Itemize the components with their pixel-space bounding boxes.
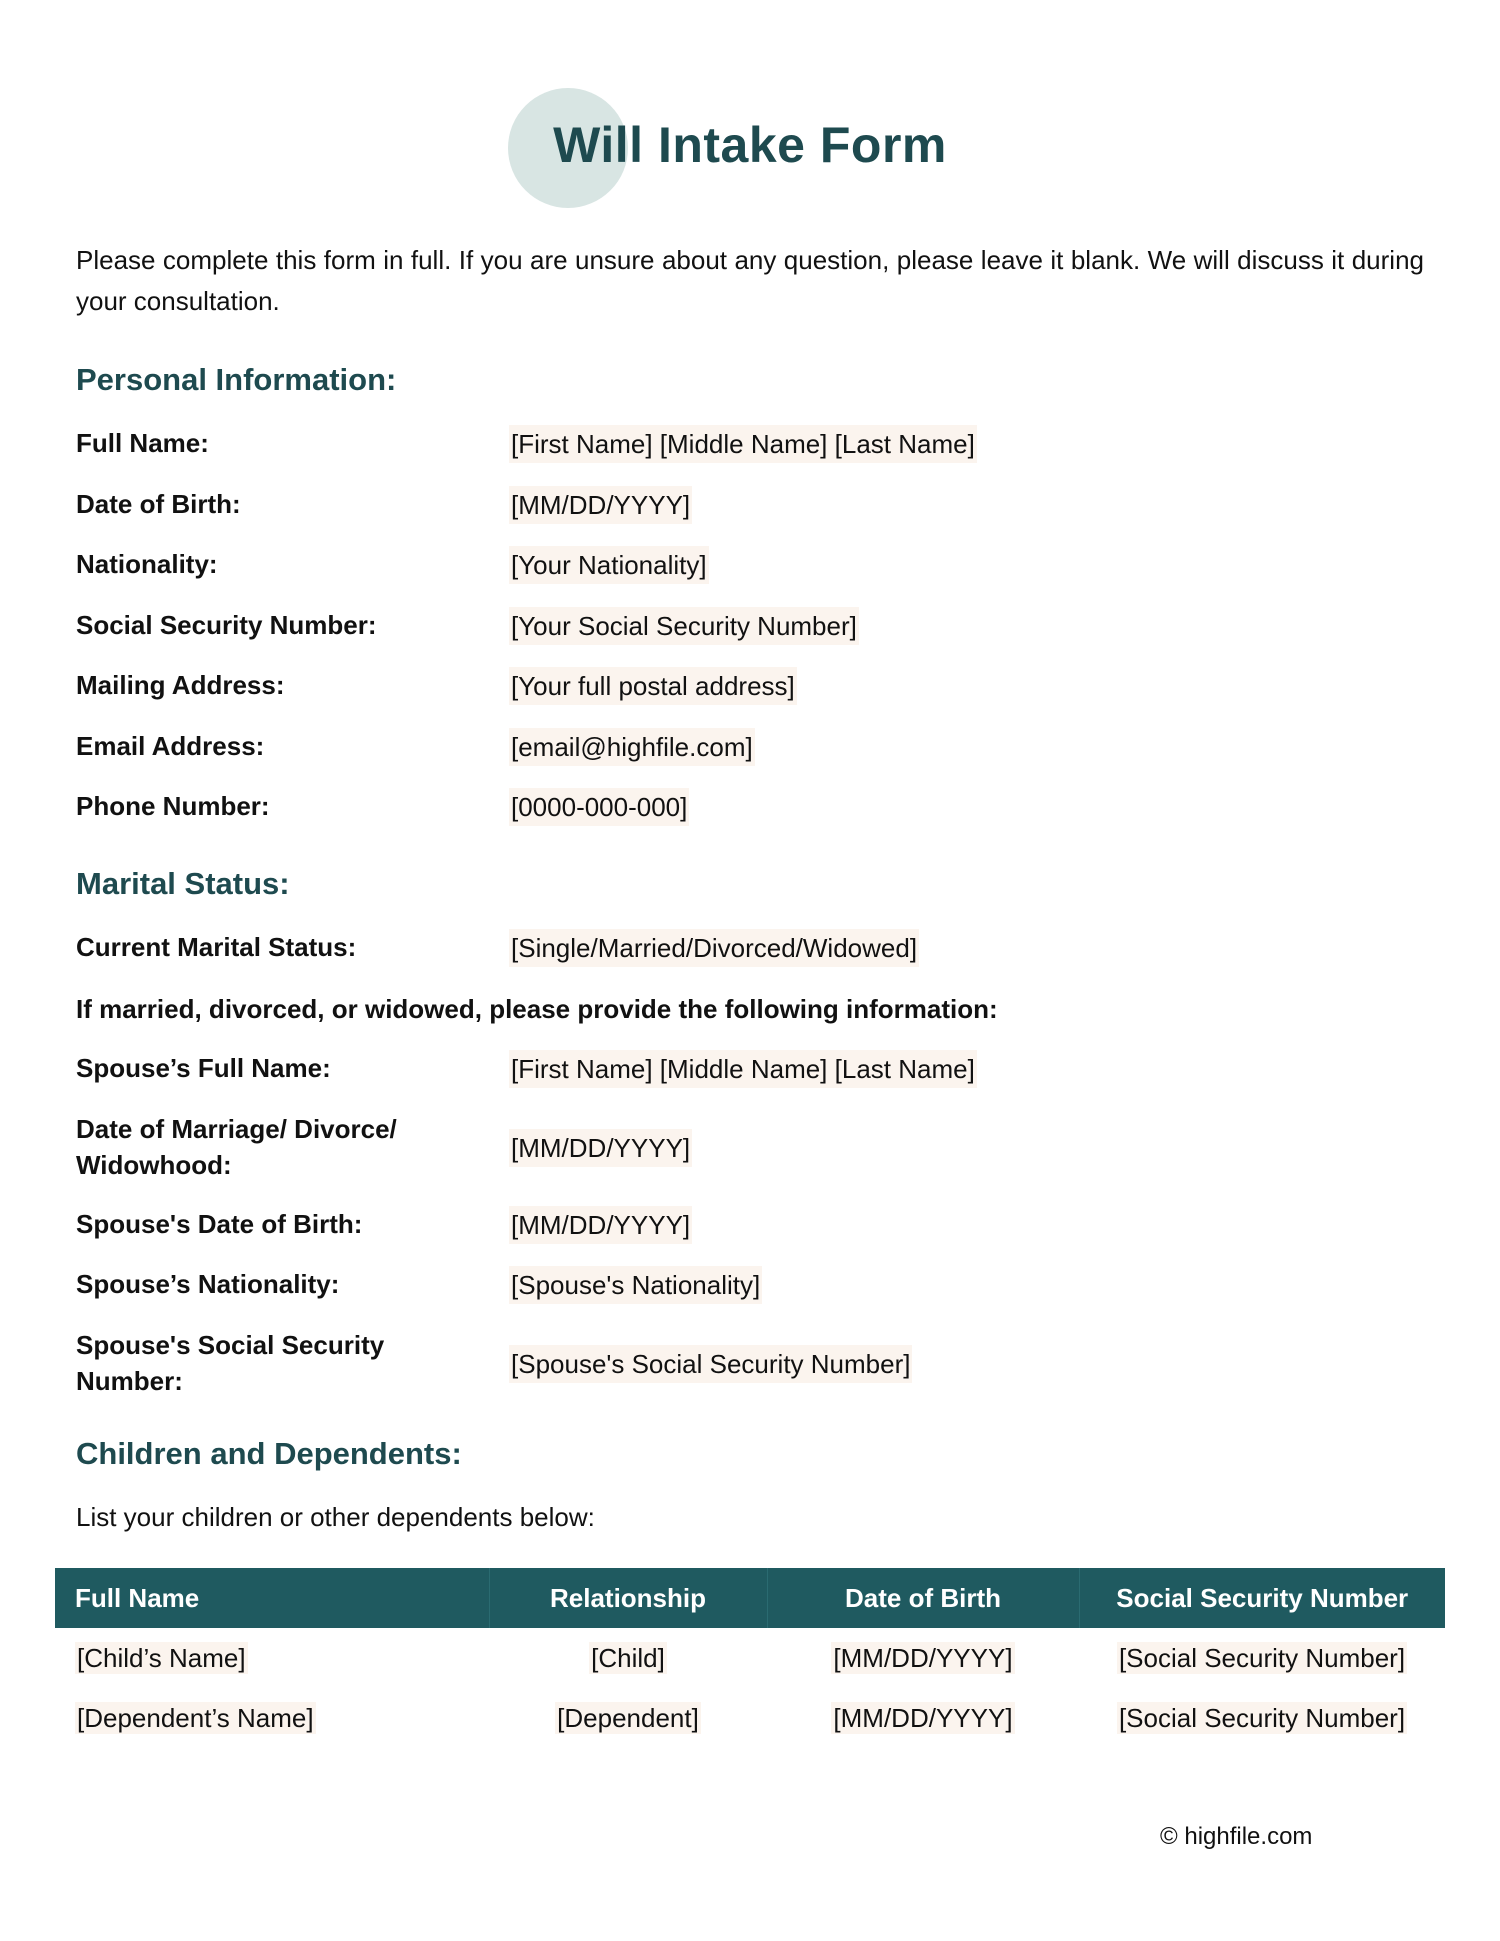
table-row bbox=[55, 1688, 1445, 1748]
table-cell bbox=[1079, 1628, 1445, 1688]
table-cell bbox=[767, 1628, 1079, 1688]
marital-note: If married, divorced, or widowed, please provide the following information: bbox=[76, 994, 998, 1024]
cell-value[interactable]: [Dependent’s Name] bbox=[77, 1702, 314, 1733]
section-heading-children: Children and Dependents: bbox=[76, 1436, 462, 1471]
cell-value[interactable]: [MM/DD/YYYY] bbox=[833, 1642, 1013, 1673]
field-value[interactable]: [Your full postal address] bbox=[509, 667, 797, 705]
field-label: Full Name: bbox=[76, 428, 209, 458]
table-row bbox=[55, 1628, 1445, 1688]
field-label: Spouse's Date of Birth: bbox=[76, 1209, 363, 1239]
field-value[interactable]: [MM/DD/YYYY] bbox=[509, 1206, 692, 1244]
dependents-table bbox=[55, 1568, 1445, 1748]
section-heading-marital: Marital Status: bbox=[76, 866, 290, 901]
cell-value[interactable]: [Dependent] bbox=[557, 1702, 699, 1733]
field-label: Mailing Address: bbox=[76, 670, 285, 700]
field-label: Phone Number: bbox=[76, 791, 270, 821]
field-label: Social Security Number: bbox=[76, 610, 377, 640]
table-cell bbox=[55, 1688, 489, 1748]
column-header-date-of-birth: Date of Birth bbox=[767, 1568, 1079, 1628]
field-value[interactable]: [Your Nationality] bbox=[509, 546, 709, 584]
intro-text: Please complete this form in full. If you are unsure about any question, please leave it blank. We will discuss it during your consultation. bbox=[76, 245, 1424, 316]
table-cell bbox=[55, 1628, 489, 1688]
field-label: Date of Birth: bbox=[76, 489, 241, 519]
cell-value[interactable]: [Child] bbox=[591, 1642, 665, 1673]
footer-copyright: © highfile.com bbox=[1160, 1823, 1313, 1850]
field-value[interactable]: [First Name] [Middle Name] [Last Name] bbox=[509, 1050, 977, 1088]
table-header-row bbox=[55, 1568, 1445, 1628]
field-value[interactable]: [Spouse's Nationality] bbox=[509, 1266, 762, 1304]
field-value[interactable]: [Your Social Security Number] bbox=[509, 607, 859, 645]
table-cell bbox=[767, 1688, 1079, 1748]
table-cell bbox=[489, 1688, 767, 1748]
cell-value[interactable]: [Child’s Name] bbox=[77, 1642, 246, 1673]
cell-value[interactable]: [Social Security Number] bbox=[1118, 1642, 1406, 1673]
field-label: Email Address: bbox=[76, 731, 265, 761]
field-label: Current Marital Status: bbox=[76, 932, 357, 962]
page-title: Will Intake Form bbox=[553, 117, 947, 173]
column-header-relationship: Relationship bbox=[489, 1568, 767, 1628]
field-value[interactable]: [MM/DD/YYYY] bbox=[509, 1129, 692, 1167]
table-cell bbox=[489, 1628, 767, 1688]
table-cell bbox=[1079, 1688, 1445, 1748]
field-value[interactable]: [0000-000-000] bbox=[509, 788, 689, 826]
field-value[interactable]: [First Name] [Middle Name] [Last Name] bbox=[509, 425, 977, 463]
title-block bbox=[0, 88, 1500, 208]
field-value[interactable]: [Spouse's Social Security Number] bbox=[509, 1345, 912, 1383]
field-label: Spouse’s Nationality: bbox=[76, 1269, 340, 1299]
column-header-ssn: Social Security Number bbox=[1079, 1568, 1445, 1628]
field-label: Nationality: bbox=[76, 549, 218, 579]
children-instruction: List your children or other dependents below: bbox=[76, 1502, 595, 1532]
field-label: Date of Marriage/ Divorce/ Widowhood: bbox=[76, 1114, 397, 1180]
column-header-full-name: Full Name bbox=[55, 1568, 489, 1628]
field-value[interactable]: [email@highfile.com] bbox=[509, 728, 755, 766]
field-value[interactable]: [MM/DD/YYYY] bbox=[509, 486, 692, 524]
field-label: Spouse's Social Security Number: bbox=[76, 1330, 385, 1396]
section-heading-personal: Personal Information: bbox=[76, 362, 397, 397]
field-label: Spouse’s Full Name: bbox=[76, 1053, 331, 1083]
cell-value[interactable]: [Social Security Number] bbox=[1118, 1702, 1406, 1733]
field-value[interactable]: [Single/Married/Divorced/Widowed] bbox=[509, 929, 919, 967]
cell-value[interactable]: [MM/DD/YYYY] bbox=[833, 1702, 1013, 1733]
